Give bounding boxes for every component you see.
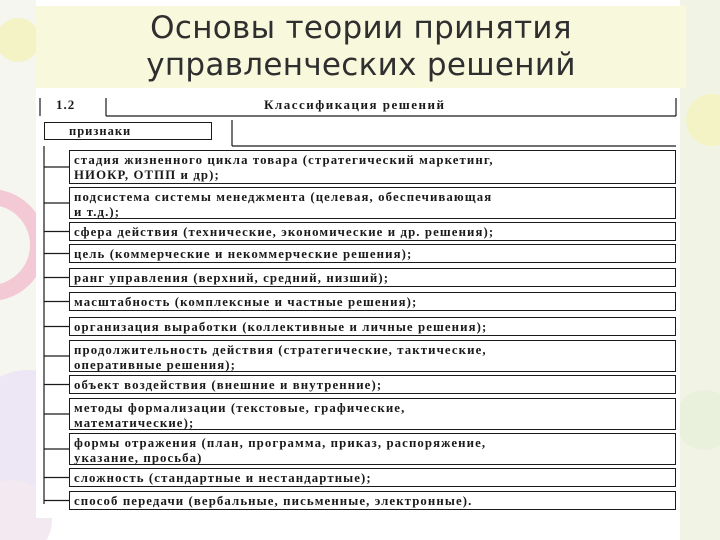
diagram-number: 1.2 (56, 97, 76, 112)
slide-title (36, 6, 686, 88)
classification-item: подсистема системы менеджмента (целевая, обеспечивающая и т.д.); (69, 187, 676, 219)
classification-item: сложность (стандартные и нестандартные); (69, 468, 676, 487)
classification-item: ранг управления (верхний, средний, низший); (69, 268, 676, 287)
classification-item: продолжительность действия (стратегические, тактические, оперативные решения); (69, 340, 676, 372)
classification-item: масштабность (комплексные и частные решения); (69, 292, 676, 311)
classification-diagram (36, 94, 680, 518)
classification-item: методы формализации (текстовые, графические, математические); (69, 398, 676, 430)
classification-item: способ передачи (вербальные, письменные, электронные). (69, 491, 676, 510)
classification-item: организация выработки (коллективные и личные решения); (69, 317, 676, 336)
classification-diagram-panel (36, 94, 680, 518)
slide-title-line-2: управленческих решений (146, 47, 576, 83)
signs-box: признаки (44, 122, 212, 140)
slide-title-line-1: Основы теории принятия (150, 10, 572, 46)
classification-item: формы отражения (план, программа, приказ, распоряжение, указание, просьба) (69, 433, 676, 465)
diagram-heading: Классификация решений (264, 97, 446, 112)
classification-item: цель (коммерческие и некоммерческие решения); (69, 244, 676, 263)
classification-item: объект воздействия (внешние и внутренние); (69, 375, 676, 394)
classification-item: сфера действия (технические, экономические и др. решения); (69, 222, 676, 241)
classification-item: стадия жизненного цикла товара (стратегический маркетинг, НИОКР, ОТПП и др); (69, 150, 676, 184)
